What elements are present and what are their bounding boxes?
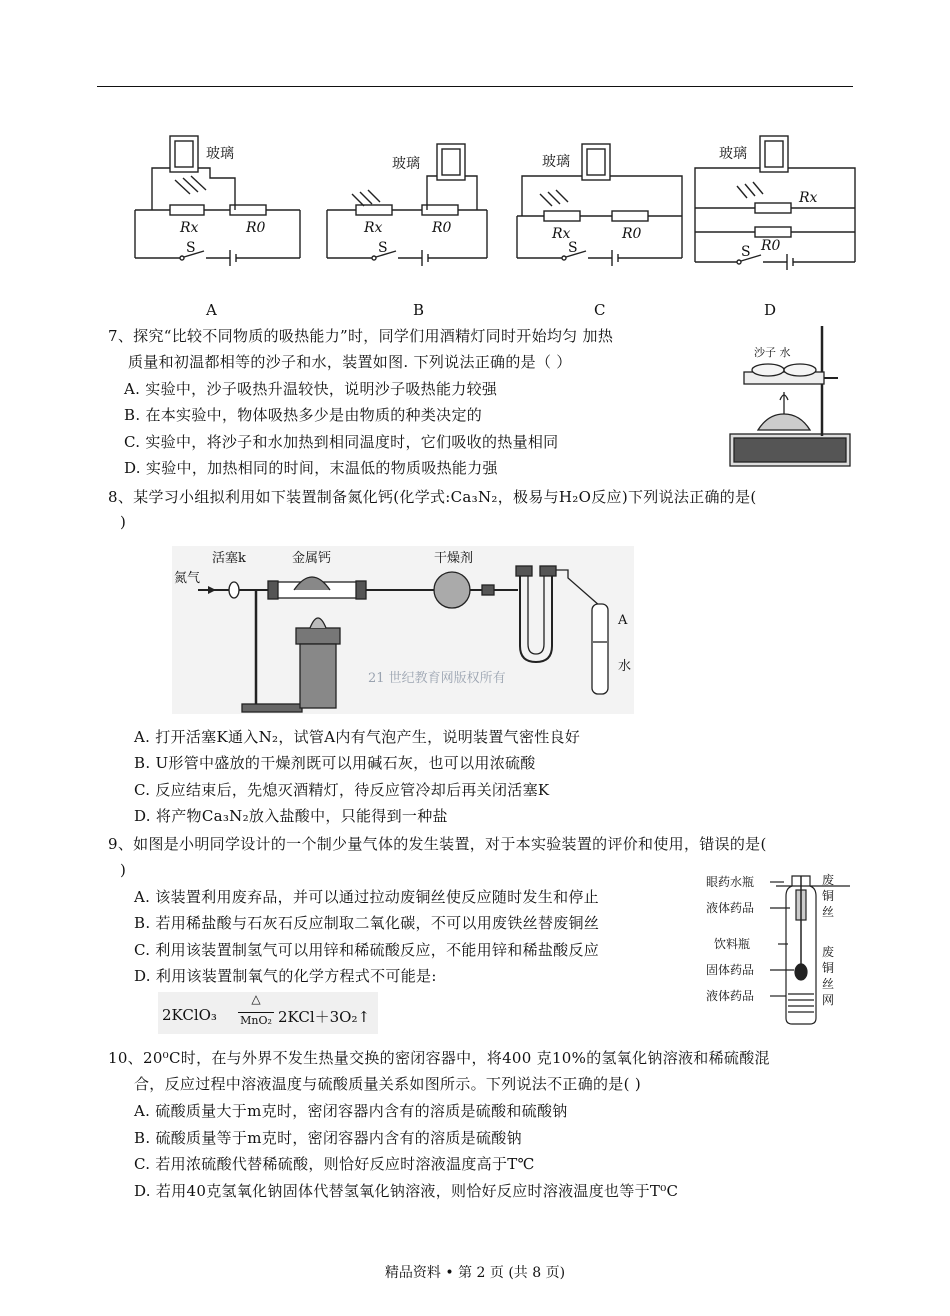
q9-stem-line2: ) [120,861,127,879]
q7-stem-line1: 7、探究“比较不同物质的吸热能力”时，同学们用酒精灯同时开始均匀 加热 [108,327,614,345]
gas-generator-apparatus [690,872,860,1030]
circuit-b [327,144,487,266]
q8-stem-line1: 8、某学习小组拟利用如下装置制备氮化钙(化学式:Ca₃N₂，极易与H₂O反应)下列说法正确的是( [108,488,757,506]
q8-option-c: C. 反应结束后，先熄灭酒精灯，待反应管冷却后再关闭活塞K [134,781,550,799]
q7-option-d: D. 实验中，加热相同的时间，末温低的物质吸热能力强 [124,459,498,477]
option-label-d: D [764,301,777,319]
r0-label-c: R0 [622,226,642,242]
calcium-nitride-apparatus [172,546,634,714]
option-label-c: C [594,301,606,319]
circuit-diagrams [120,128,860,278]
drink-bottle-label: 饮料瓶 [714,937,751,951]
glass-label-b: 玻璃 [392,156,420,172]
option-label-b: B [413,301,425,319]
s-label-d: S [741,244,751,260]
q9-option-b: B. 若用稀盐酸与石灰石反应制取二氧化碳，不可以用废铁丝替废铜丝 [134,914,600,932]
q8-stem-line2: ) [120,513,127,531]
s-label-a: S [186,240,196,256]
q10-stem-line2: 合，反应过程中溶液温度与硫酸质量关系如图所示。下列说法不正确的是( ) [134,1075,641,1093]
q8-option-b: B. U形管中盛放的干燥剂既可以用碱石灰，也可以用浓硫酸 [134,754,536,772]
q7-stem-line2: 质量和初温都相等的沙子和水，装置如图. 下列说法正确的是（ ） [128,353,572,371]
glass-label-d: 玻璃 [719,146,747,162]
equation-image [158,992,378,1034]
r0-label-d: R0 [761,238,781,254]
liquid1-label: 液体药品 [706,901,755,915]
q8-option-d: D. 将产物Ca₃N₂放入盐酸中，只能得到一种盐 [134,807,448,825]
solid-label: 固体药品 [706,963,755,977]
sand-water-apparatus [728,322,854,474]
desiccant-label: 干燥剂 [434,551,474,566]
q7-option-c: C. 实验中，将沙子和水加热到相同温度时，它们吸收的热量相同 [124,433,559,451]
rx-label-b: Rx [364,220,383,236]
page-footer: 精品资料 • 第 2 页 (共 8 页) [384,1265,566,1281]
waste-copper-net-label: 废铜丝网 [822,945,835,1007]
glass-label-c: 玻璃 [542,154,570,170]
q10-option-d: D. 若用40克氢氧化钠固体代替氢氧化钠溶液，则恰好反应时溶液温度也等于T⁰C [134,1182,679,1200]
equation-condition-top: △ [251,992,261,1006]
equation-arrow-line [238,1012,274,1013]
q9-option-d: D. 利用该装置制氧气的化学方程式不可能是: [134,967,437,985]
q8-option-a: A. 打开活塞K通入N₂，试管A内有气泡产生，说明装置气密性良好 [134,728,581,746]
r0-label-b: R0 [432,220,452,236]
calcium-label: 金属钙 [292,551,332,566]
q10-stem-line1: 10、20⁰C时，在与外界不发生热量交换的密闭容器中，将400 克10%的氢氧化钠溶液和稀硫酸混 [108,1049,770,1067]
q9-option-c: C. 利用该装置制氢气可以用锌和稀硫酸反应，不能用锌和稀盐酸反应 [134,941,600,959]
liquid2-label: 液体药品 [706,989,755,1003]
r0-label-a: R0 [246,220,266,236]
q9-stem-line1: 9、如图是小明同学设计的一个制少量气体的发生装置，对于本实验装置的评价和使用，错误的是( [108,835,767,853]
s-label-c: S [568,240,578,256]
eye-bottle-label: 眼药水瓶 [706,875,755,889]
q7-option-b: B. 在本实验中，物体吸热多少是由物质的种类决定的 [124,406,483,424]
rx-label-c: Rx [552,226,571,242]
rx-label-d: Rx [799,190,818,206]
q7-option-a: A. 实验中，沙子吸热升温较快，说明沙子吸热能力较强 [124,380,498,398]
tube-a-label: A [618,613,628,628]
watermark-text: 21 世纪教育网版权所有 [368,671,506,686]
waste-copper-wire-label: 废铜丝 [822,873,835,919]
q10-option-c: C. 若用浓硫酸代替稀硫酸，则恰好反应时溶液温度高于T℃ [134,1155,535,1173]
q10-option-b: B. 硫酸质量等于m克时，密闭容器内含有的溶质是硫酸钠 [134,1129,522,1147]
q10-option-a: A. 硫酸质量大于m克时，密闭容器内含有的溶质是硫酸和硫酸钠 [134,1102,568,1120]
option-label-a: A [206,301,218,319]
equation-right: 2KCl＋3O₂↑ [278,1008,371,1026]
glass-label-a: 玻璃 [206,146,234,162]
top-rule [97,86,853,87]
circuit-d [695,136,855,270]
equation-condition-bottom: MnO₂ [240,1014,272,1027]
s-label-b: S [378,240,388,256]
circuit-a [135,136,300,266]
equation-left: 2KClO₃ [162,1006,217,1024]
nitrogen-label: 氮气 [174,571,201,586]
rx-label-a: Rx [180,220,199,236]
water-label: 水 [618,659,632,674]
sand-water-label: 沙子 水 [754,346,791,359]
q9-option-a: A. 该装置利用废弃品，并可以通过拉动废铜丝使反应随时发生和停止 [134,888,599,906]
valve-label: 活塞k [212,551,246,566]
circuit-c [517,144,682,266]
